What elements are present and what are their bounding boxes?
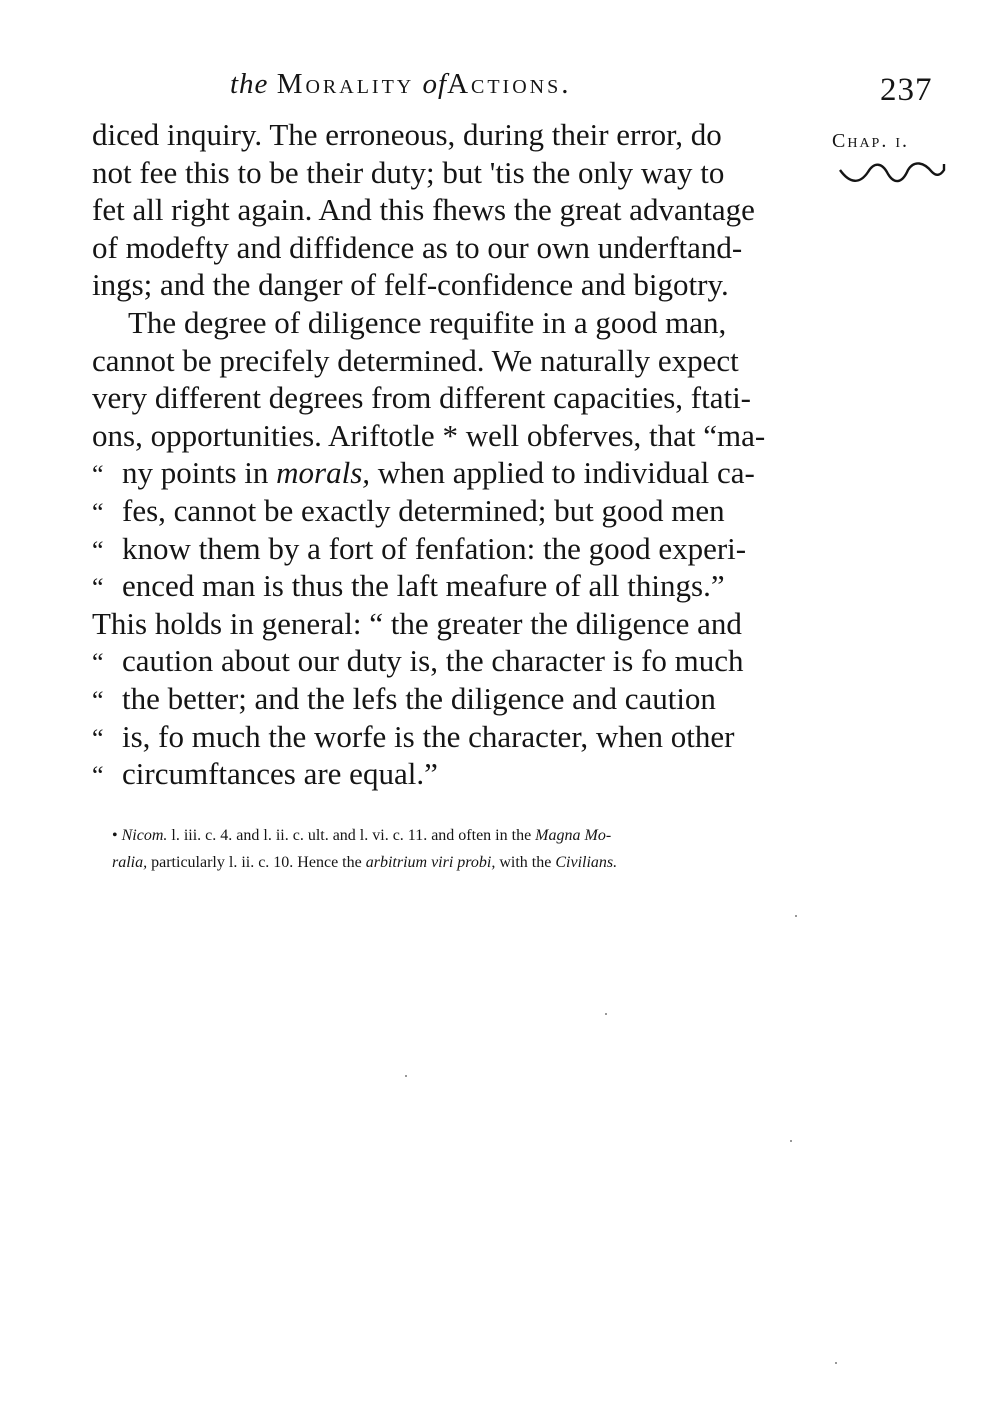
emphasis-morals: morals, xyxy=(276,455,371,491)
quoted-text: enced man is thus the laft meafure of all things.” xyxy=(122,568,725,604)
running-head-actions: Actions. xyxy=(447,68,572,100)
quoted-text: when applied to individual ca- xyxy=(370,455,755,491)
scan-speck xyxy=(790,1140,792,1142)
footnote-line xyxy=(112,849,832,876)
footnote-nicom: Nicom. xyxy=(121,827,168,844)
quoted-line xyxy=(92,530,828,568)
scan-speck xyxy=(835,1362,837,1364)
footnote-line xyxy=(112,822,832,849)
text-line: of modefty and diffidence as to our own underftand- xyxy=(92,229,743,265)
footnote-text: l. iii. c. 4. and l. ii. c. ult. and l. vi. c. 11. and often in the xyxy=(167,827,536,844)
running-head-the: the xyxy=(230,68,269,100)
running-head-morality: Morality xyxy=(276,68,415,100)
footnote-ralia: ralia, xyxy=(112,854,148,871)
quoted-text: ny points in xyxy=(122,455,277,491)
footnote-text: with the xyxy=(495,854,556,871)
chapter-marginal-note: Chap. i. xyxy=(832,130,910,152)
quote-mark: “ xyxy=(92,761,104,791)
quoted-line xyxy=(92,718,828,756)
quoted-line xyxy=(92,642,828,680)
text-line: not fee this to be their duty; but 'tis the only way to xyxy=(92,154,725,190)
page-number: 237 xyxy=(880,72,933,108)
text-line: cannot be precifely determined. We naturally expect xyxy=(92,342,739,378)
body-text xyxy=(92,116,828,793)
quote-mark: “ xyxy=(92,460,104,490)
scan-speck xyxy=(795,915,797,917)
quoted-line xyxy=(92,755,828,793)
quoted-text: circumftances are equal.” xyxy=(122,756,438,792)
quoted-text: know them by a fort of fenfation: the good experi- xyxy=(122,530,747,566)
quote-mark: “ xyxy=(92,535,104,565)
quoted-text: fes, cannot be exactly determined; but good men xyxy=(122,492,725,528)
scan-speck xyxy=(405,1075,407,1077)
footnote-magna: Magna Mo- xyxy=(535,827,612,844)
catchword-flourish xyxy=(838,160,948,186)
text-line: diced inquiry. The erroneous, during their error, do xyxy=(92,117,722,152)
quote-mark: “ xyxy=(92,648,104,678)
text-line: fet all right again. And this fhews the great advantage xyxy=(92,192,755,228)
footnote-civilians: Civilians. xyxy=(555,854,618,871)
running-head-of: of xyxy=(422,68,448,100)
quoted-line xyxy=(92,567,828,605)
quote-mark: “ xyxy=(92,573,104,603)
text-line: very different degrees from different capacities, ftati- xyxy=(92,380,752,416)
text-line: ons, opportunities. Ariftotle * well obferves, that “ma- xyxy=(92,417,766,453)
quote-mark: “ xyxy=(92,685,104,715)
quoted-text: is, fo much the worfe is the character, when other xyxy=(122,718,735,754)
quoted-text: the better; and the lefs the diligence and caution xyxy=(122,680,716,716)
quoted-line xyxy=(92,492,828,530)
running-head xyxy=(230,68,571,101)
text-line: This holds in general: “ the greater the diligence and xyxy=(92,605,742,641)
text-line: ings; and the danger of felf-confidence and bigotry. xyxy=(92,267,729,303)
paragraph-start-line: The degree of diligence requifite in a good man, xyxy=(128,304,727,340)
footnote-arbitrium: arbitrium viri probi, xyxy=(365,854,496,871)
footnote xyxy=(112,822,832,876)
footnote-text: particularly l. ii. c. 10. Hence the xyxy=(147,854,366,871)
quote-mark: “ xyxy=(92,497,104,527)
quoted-line xyxy=(92,454,828,492)
quoted-text: caution about our duty is, the character is fo much xyxy=(122,643,744,679)
scan-speck xyxy=(605,1013,607,1015)
quote-mark: “ xyxy=(92,723,104,753)
footnote-marker: • xyxy=(112,827,118,844)
quoted-line xyxy=(92,680,828,718)
